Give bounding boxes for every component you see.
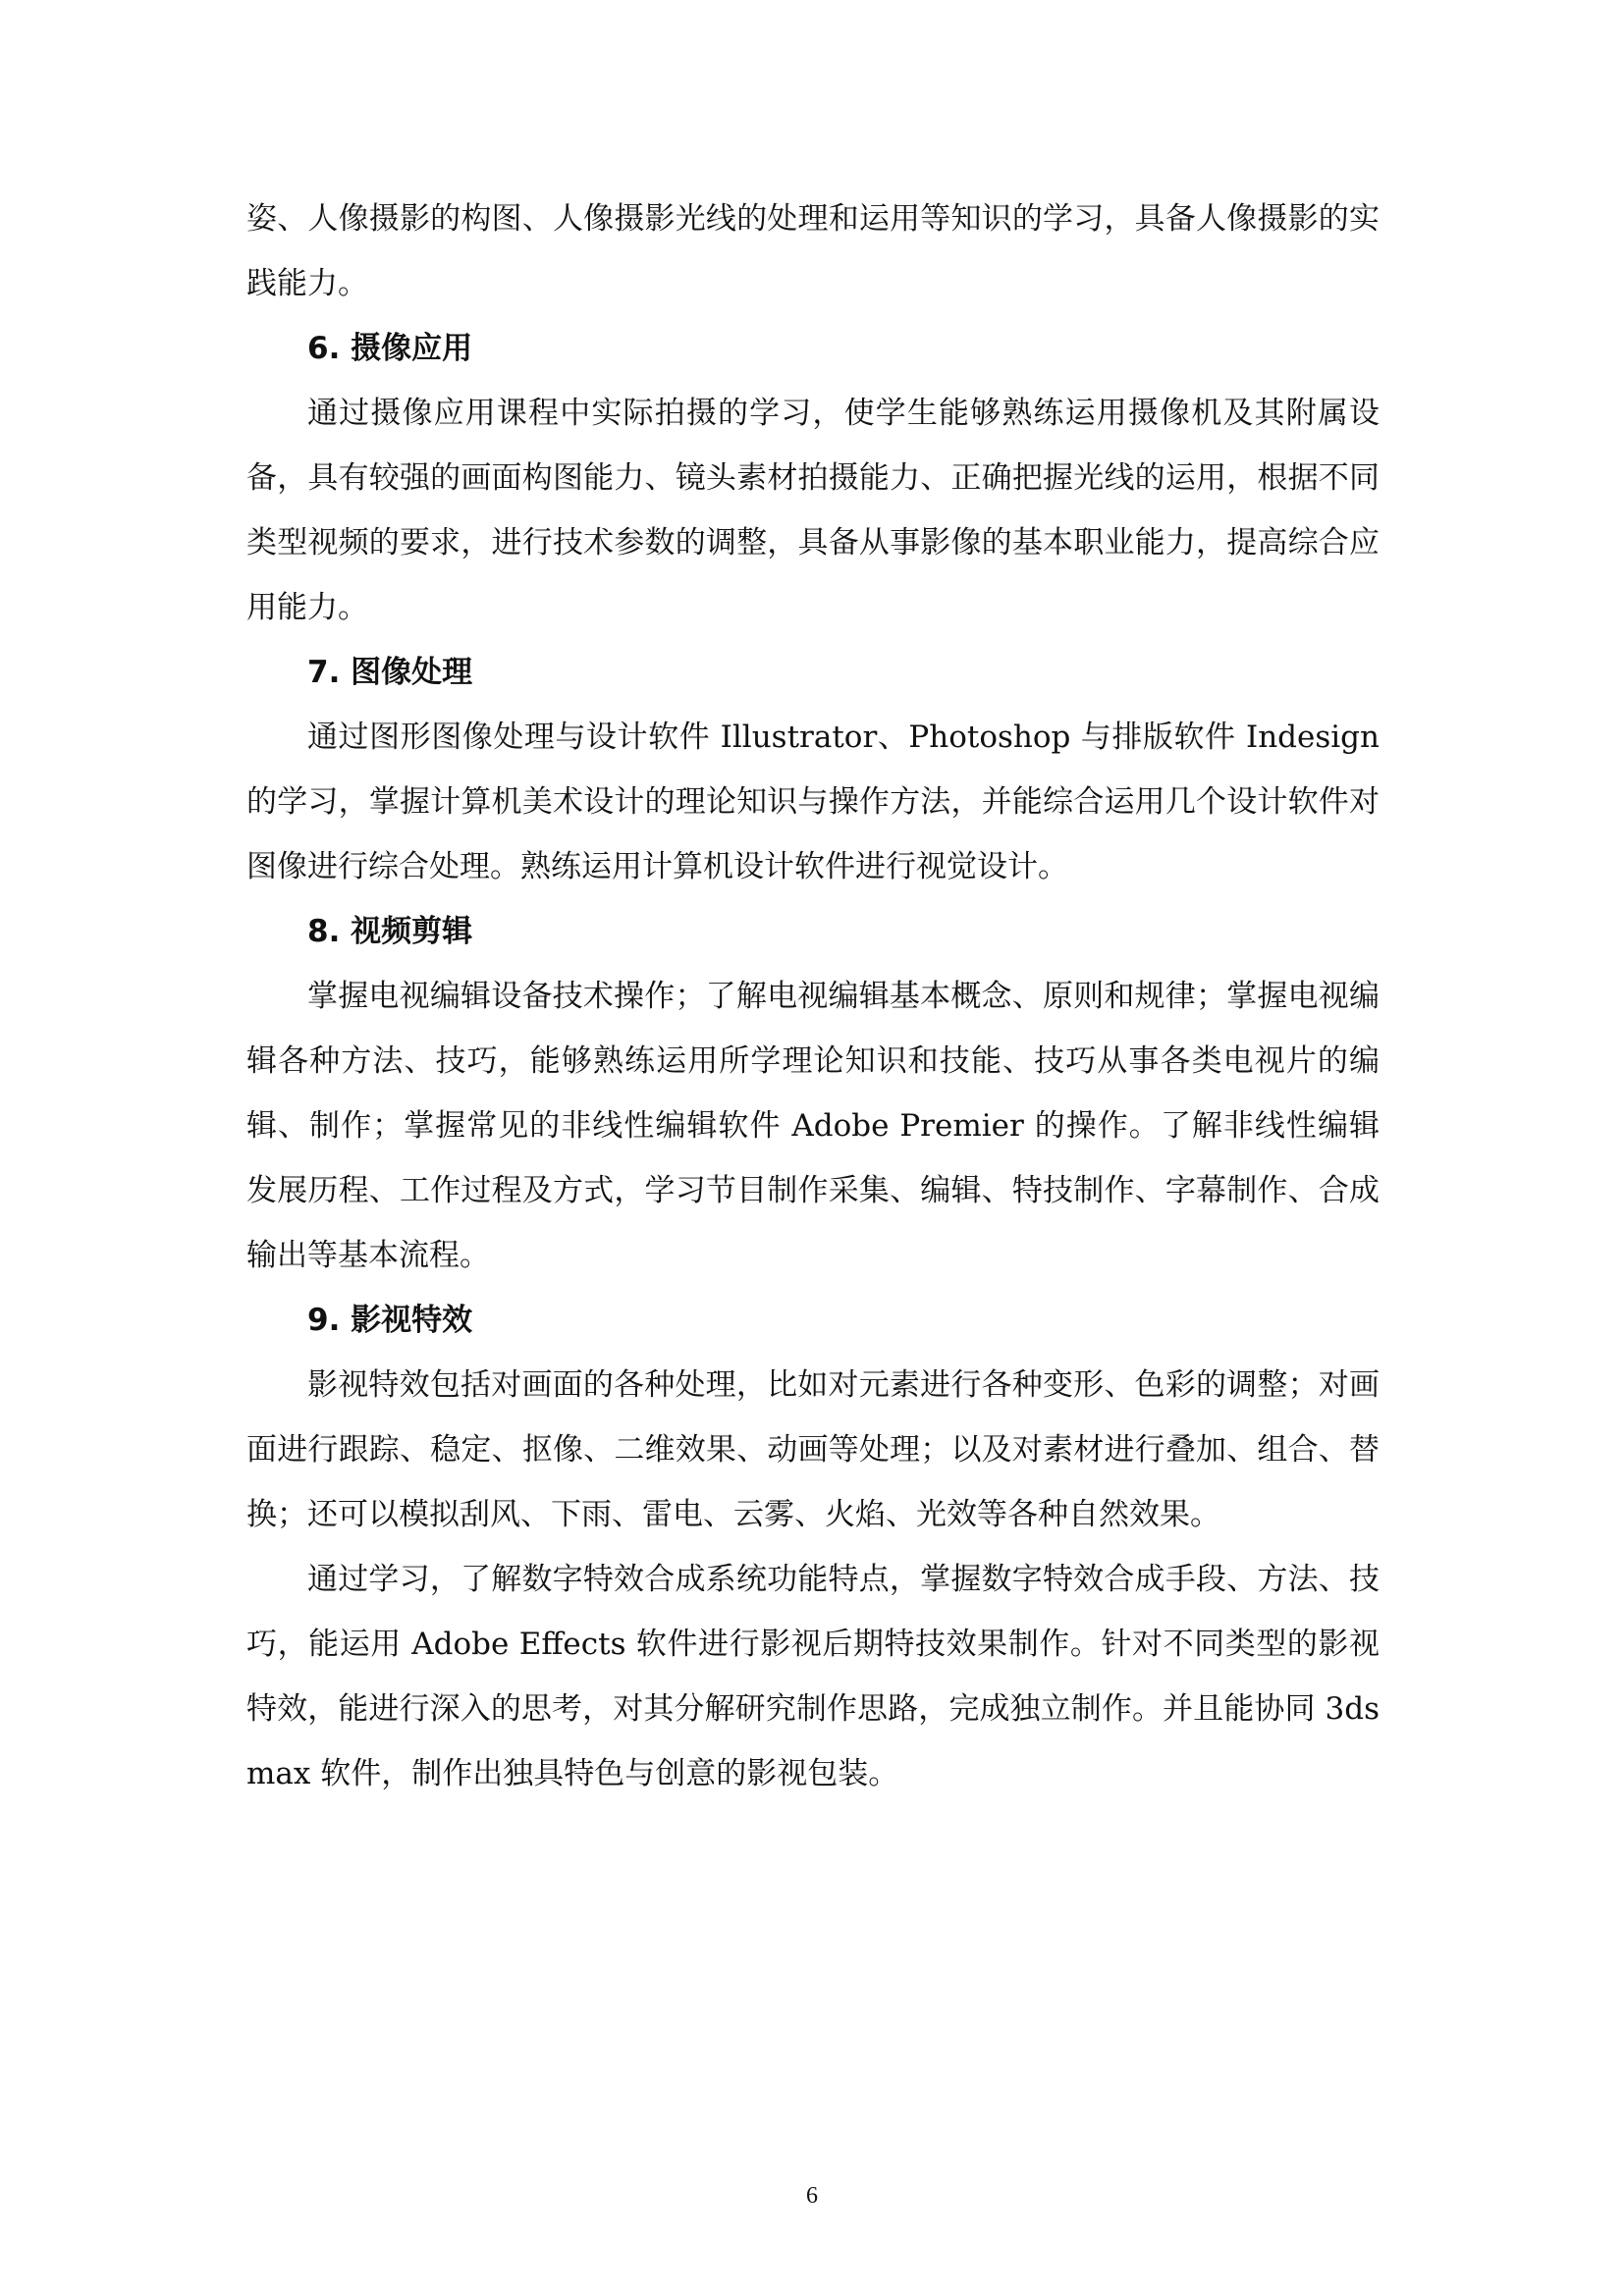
intro-paragraph: 姿、人像摄影的构图、人像摄影光线的处理和运用等知识的学习，具备人像摄影的实践能力。 — [246, 201, 1380, 301]
section-paragraph: 影视特效包括对画面的各种处理，比如对元素进行各种变形、色彩的调整；对画面进行跟踪、稳定、抠像、二维效果、动画等处理；以及对素材进行叠加、组合、替换；还可以模拟刮风、下雨、雷电、云雾、火焰、光效等各种自然效果。 — [246, 1367, 1380, 1532]
section-6 — [246, 316, 1380, 640]
section-heading: 9. 影视特效 — [307, 1303, 473, 1338]
page-number: 6 — [806, 2183, 818, 2209]
section-paragraph: 通过学习，了解数字特效合成系统功能特点，掌握数字特效合成手段、方法、技巧，能运用 Adobe Effects 软件进行影视后期特技效果制作。针对不同类型的影视特效，能进行深入的思考，对其分解研究制作思路，完成独立制作。并且能协同 3ds max 软件，制作出独具特色与创意的影视包装。 — [246, 1562, 1380, 1791]
section-paragraph: 通过图形图像处理与设计软件 Illustrator、Photoshop 与排版软件 Indesign 的学习，掌握计算机美术设计的理论知识与操作方法，并能综合运用几个设计软件对图像进行综合处理。熟练运用计算机设计软件进行视觉设计。 — [246, 720, 1380, 884]
section-heading: 6. 摄像应用 — [307, 331, 473, 366]
section-heading: 7. 图像处理 — [307, 655, 473, 690]
page-content — [246, 187, 1380, 1806]
section-7 — [246, 640, 1380, 899]
section-paragraph: 通过摄像应用课程中实际拍摄的学习，使学生能够熟练运用摄像机及其附属设备，具有较强的画面构图能力、镜头素材拍摄能力、正确把握光线的运用，根据不同类型视频的要求，进行技术参数的调整，具备从事影像的基本职业能力，提高综合应用能力。 — [246, 396, 1380, 625]
section-paragraph: 掌握电视编辑设备技术操作；了解电视编辑基本概念、原则和规律；掌握电视编辑各种方法、技巧，能够熟练运用所学理论知识和技能、技巧从事各类电视片的编辑、制作；掌握常见的非线性编辑软件 Adobe Premier 的操作。了解非线性编辑发展历程、工作过程及方式，学习节目制作采集、编辑、特技制作、字幕制作、合成输出等基本流程。 — [246, 979, 1380, 1273]
section-heading: 8. 视频剪辑 — [307, 914, 473, 949]
section-9 — [246, 1288, 1380, 1806]
section-8 — [246, 899, 1380, 1288]
